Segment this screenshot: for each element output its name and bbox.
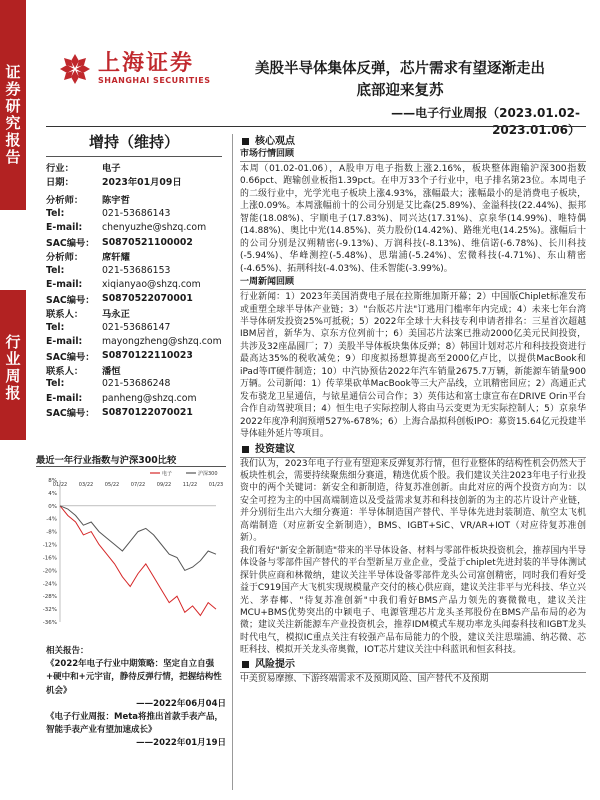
x-tick-label: 03/22 <box>78 482 94 488</box>
contact-email-row <box>46 391 228 405</box>
contact-email-row <box>46 221 228 235</box>
contact-name-row <box>46 192 228 206</box>
y-tick-label: -32% <box>42 607 57 614</box>
investment-advice-text-1: 我们认为，2023年电子行业有望迎来反弹复苏行情，但行业整体的结构性机会仍然大于板块性机会，需要持续聚焦细分赛道，精选优质个股。我们建议关注2023年电子行业投资中的两个关键词：新安全和新制造，待复苏准创新。由此对应的两个投资方向为：以安全可控为主的中国高端制造以及受益需求复苏和科技创新的为主的芯片设计产业链，并分别衍生出六大细分赛道：半导体制造国产替代、半导体先进封装制造、航空太飞机高端制造（对应新安全新制造），BMS、IGBT+SiC、VR/AR+IOT（对应待复苏准创新）。 <box>240 458 586 544</box>
column-divider <box>232 134 233 790</box>
risk-text: 中美贸易摩擦、下游终端需求不及预期风险、国产替代不及预期 <box>240 672 586 685</box>
title-divider <box>46 126 586 127</box>
contact-name: 席轩耀 <box>102 252 130 264</box>
report-title-line2: 底部迎来复苏 <box>356 82 444 99</box>
contact-tel-label: Tel: <box>46 264 65 276</box>
y-tick-label: -12% <box>42 542 57 549</box>
news-review-text: 行业新闻：1）2023年美国消费电子展在拉斯维加斯开幕；2）中国版Chiplet标准发布或重塑全球半导体产业链；3）"台版芯片法"订逃用门槛率年内完成；4）未来七年台湾半导体研发投资25%可抵税；5）2022年全球十大科技专利申请者排名：三星首次超越IBM居首，新华为、京东方位列前十；6）美国芯片法案已推动2000亿美元民间投资，共涉及32座晶圆厂；7）美股半导体板块集体反弹；8）韩国计划对芯片和科技投资进行最高达35%的税收减免；9）印度拟扬想算提高至2000亿卢比，以提供MacBook和iPad等IT硬件制造；10）中汽协预估2022年汽车销量2675.7万辆，新能源车销量900万辆。公司新闻：1）传苹果砍单MacBook等三大产品线，立讯精密回应；2）高通正式发布骁龙卫星通信，与铱星通信公司合作；3）英伟达和富士康宣布在DRIVE Orin平台合作自动驾驶项目；4）恒生电子实际控制人将由马云变更为无实际控制人；5）京泉华2022年度净利润预增527%-678%；6）上海合晶拟科创板IPO：募资15.64亿元投建半导体硅外延片等项目。 <box>240 292 586 440</box>
y-tick-label: -4% <box>46 516 57 523</box>
report-subtitle: ——电子行业周报（2023.01.02-2023.01.06） <box>391 106 580 137</box>
contact-email[interactable]: xiqianyao@shzq.com <box>102 279 201 291</box>
chart-title: 最近一年行业指数与沪深300比较 <box>36 455 177 466</box>
report-title <box>220 58 580 102</box>
x-tick-label: 05/22 <box>104 482 120 488</box>
contact-sac-row <box>46 235 228 249</box>
y-tick-label: -28% <box>42 594 57 601</box>
index-comparison-chart <box>30 470 226 635</box>
logo-name-en: SHANGHAI SECURITIES <box>98 76 211 85</box>
report-type-label: 证券研究报告 <box>5 63 21 166</box>
investment-advice-text-2: 我们看好"新安全新制造"带来的半导体设备、材料与零部件板块投资机会，推荐国内半导体设备与零部件国产替代的平台型新星万业企业，受益于chiplet先进封装的半导体测试探针供应商和林微纳，建议关注半导体设备零部件龙头公司富创精密，同时我们看好受益于C919国产大飞机实现规模量产交付的核心供应商，建议关注非平与光科技、华立兴光、茅春椰、"待复苏准创新"中我们看好BMS产品力领先的赛微微电，建议关注MCU+BMS优势突出的中颖电子、电源管理芯片龙头圣邦股份在BMS产品布局的必为微；建议关注新能源车产业投资机会，推荐IDM模式车规功率龙头闻泰科技和IGBT龙头时代电气，模拟IC重点关注有较强产品布局能力的个股，建议关注思瑞浦、纳芯微、芯旺科技、模拟开关龙头帝奥微，IOT芯片建议关注中科蓝讯和恒玄科技。 <box>240 545 586 656</box>
contact-name-row <box>46 363 228 377</box>
contact-name: 陈宇哲 <box>102 195 130 207</box>
date-label: 日期： <box>46 177 74 189</box>
x-tick-label: 01/22 <box>52 482 68 488</box>
chart-divider <box>36 466 226 467</box>
report-title-line1: 美股半导体集体反弹，芯片需求有望逐渐走出 <box>255 60 545 77</box>
contact-sac-label: SAC编号： <box>46 408 95 420</box>
contact-name-label: 分析师： <box>46 195 84 207</box>
contact-tel-label: Tel: <box>46 208 65 220</box>
industry-label: 行业： <box>46 163 74 175</box>
contact-name-label: 分析师： <box>46 252 84 264</box>
investment-advice-heading: 投资建议 <box>240 442 586 457</box>
core-view-heading: 核心观点 <box>240 134 586 149</box>
industry-value: 电子 <box>102 163 121 175</box>
rating-divider <box>46 156 222 157</box>
left-band-top <box>0 0 26 210</box>
related-heading: 相关报告： <box>46 646 89 656</box>
contact-tel-row <box>46 263 228 277</box>
y-tick-label: -24% <box>42 581 57 588</box>
contact-email[interactable]: chenyuzhe@shzq.com <box>102 222 207 234</box>
legend-label: 沪深300 <box>198 471 218 477</box>
contact-email-label: E-mail: <box>46 335 83 347</box>
y-tick-label: -20% <box>42 568 57 575</box>
company-logo <box>58 52 210 86</box>
related-item-1-date: ——2022年06月04日 <box>136 698 226 709</box>
related-item-1[interactable]: 《2022年电子行业中期策略：坚定自立自强+硬中和+元宇宙，静待反弹行情，把握结构性机会》 <box>46 659 222 696</box>
contact-email-label: E-mail: <box>46 222 83 234</box>
contact-tel-row <box>46 377 228 391</box>
contact-sac-label: SAC编号： <box>46 238 95 250</box>
contact-sac-row <box>46 292 228 306</box>
contact-tel-row <box>46 320 228 334</box>
left-band-mid <box>0 290 26 440</box>
contact-email-label: E-mail: <box>46 279 83 291</box>
related-item-2[interactable]: 《电子行业周报：Meta将推出首款手表产品，智能手表产业有望加速成长》 <box>46 712 224 736</box>
series-line-industry <box>60 506 216 616</box>
date-row <box>46 174 228 188</box>
section-bullet-icon <box>242 446 249 453</box>
contact-sac: S0870522070001 <box>102 293 193 305</box>
contact-tel-label: Tel: <box>46 321 65 333</box>
market-review-text: 本周（01.02-01.06），A股申万电子指数上涨2.16%，板块整体跑输沪深300指数0.66pct、跑输创业板指1.39pct。在申万33个子行业中，电子排名第23位。本周电子的二级行业中，光学光电子板块上涨4.93%，涨幅最大；涨幅最小的是消费电子板块，上涨0.09%。本周涨幅前十的公司分别是艾比森(25.89%)、金溢科技(22.44%)、振邦智能(18.08%)、宇顺电子(17.83%)、同兴达(17.31%)、京泉华(14.99%)、唯特偶(14.88%)、奥比中光(14.85%)、英力股份(14.42%)、路维光电(14.25%)。涨幅后十的公司分别是汉朔精密(-9.13%)、万润科技(-8.13%)、维信诺(-6.78%)、长川科技(-5.94%)、华峰测控(-5.48%)、思瑞浦(-5.24%)、宏微科技(-4.71%)、东山精密(-4.65%)、拓荆科技(-4.03%)、佳禾智能(-3.99%)。 <box>240 164 586 274</box>
report-category-label: 行业周报 <box>5 333 21 402</box>
contact-sac-row <box>46 405 228 419</box>
related-item-2-date: ——2022年01月19日 <box>136 738 226 749</box>
industry-row <box>46 160 228 174</box>
date-value: 2023年01月09日 <box>102 177 182 189</box>
contact-name-label: 联系人： <box>46 308 84 320</box>
main-content <box>240 134 586 685</box>
contact-tel-row <box>46 207 228 221</box>
contact-sac-label: SAC编号： <box>46 351 95 363</box>
news-review-heading: 一周新闻回顾 <box>240 277 586 290</box>
contact-tel: 021-53686147 <box>102 321 171 333</box>
risk-heading: 风险提示 <box>240 657 586 672</box>
logo-mark-icon <box>58 52 92 86</box>
contact-email-label: E-mail: <box>46 392 83 404</box>
rating: 增持（维持） <box>88 133 179 151</box>
series-line-hs300 <box>60 506 216 571</box>
contact-sac: S0870521100002 <box>102 236 193 248</box>
x-tick-label: 09/22 <box>156 482 172 488</box>
market-review-heading: 市场行情回顾 <box>240 149 586 162</box>
contact-sac: S0870122110023 <box>102 350 193 362</box>
legend-label: 电子 <box>162 471 173 477</box>
x-tick-label: 07/22 <box>130 482 146 488</box>
x-tick-label: 01/23 <box>208 482 224 488</box>
y-tick-label: 8% <box>48 478 57 484</box>
contact-sac-row <box>46 348 228 362</box>
contact-name: 马永正 <box>102 308 130 320</box>
y-tick-label: 4% <box>48 490 57 497</box>
contact-tel-label: Tel: <box>46 378 65 390</box>
logo-name-cn: 上海证券 <box>98 51 195 76</box>
y-tick-label: 0% <box>48 503 57 510</box>
y-tick-label: -16% <box>42 555 57 562</box>
x-tick-label: 11/22 <box>182 482 198 488</box>
contact-email-row <box>46 278 228 292</box>
y-tick-label: -8% <box>46 529 57 536</box>
contact-email[interactable]: mayongzheng@shzq.com <box>102 335 222 347</box>
y-tick-label: -36% <box>42 620 57 626</box>
report-info <box>46 160 228 419</box>
contact-name-row <box>46 306 228 320</box>
contact-email[interactable]: panheng@shzq.com <box>102 392 197 404</box>
contact-name-row <box>46 249 228 263</box>
related-reports <box>46 645 226 751</box>
section-bullet-icon <box>242 138 249 145</box>
contact-sac: S0870122070021 <box>102 406 193 418</box>
contact-email-row <box>46 334 228 348</box>
contact-tel: 021-53686248 <box>102 378 171 390</box>
contact-sac-label: SAC编号： <box>46 294 95 306</box>
section-bullet-icon <box>242 661 249 668</box>
contact-name-label: 联系人： <box>46 365 84 377</box>
contact-name: 潘恒 <box>102 365 121 377</box>
contact-tel: 021-53686153 <box>102 264 171 276</box>
contact-tel: 021-53686143 <box>102 208 171 220</box>
contacts-list <box>46 192 228 419</box>
